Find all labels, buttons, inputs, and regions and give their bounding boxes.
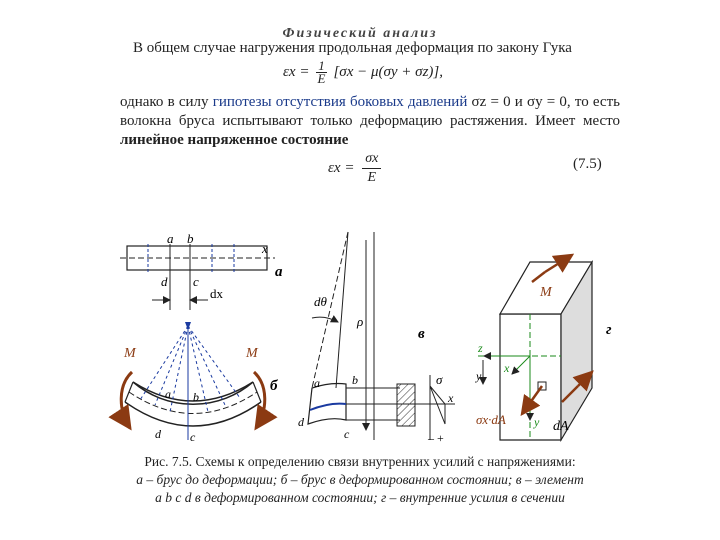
dtheta-label: dθ	[314, 294, 327, 309]
element-point-a: a	[314, 376, 320, 390]
point-a-label: a	[167, 231, 174, 246]
hypothesis-highlight: гипотезы отсутствия боковых давлений	[212, 94, 468, 110]
moment-block-label: M	[540, 285, 552, 300]
formula2-numerator: σx	[362, 150, 381, 169]
fraction-numerator: 1	[318, 58, 325, 73]
axis-x-label-v: x	[448, 391, 454, 405]
bent-point-b: b	[193, 390, 199, 404]
element-point-b: b	[352, 373, 358, 387]
equation-number: (7.5)	[573, 156, 602, 172]
moment-left-label: M	[124, 346, 136, 361]
panel-g-label: г	[606, 322, 612, 338]
linear-stress-term: линейное напряженное состояние	[120, 132, 349, 148]
beam-deformed	[121, 322, 265, 440]
formula2-denominator: E	[367, 170, 377, 185]
sigma-label: σ	[436, 372, 443, 387]
bent-point-c: c	[190, 430, 196, 444]
panel-b-label: б	[270, 378, 278, 394]
rho-label: ρ	[357, 314, 364, 329]
element-abcd	[308, 232, 455, 440]
axis-z-label: z	[478, 341, 483, 355]
point-c-label: c	[193, 274, 199, 289]
intro-text: В общем случае нагружения продольная деформация по закону Гука	[133, 40, 572, 56]
figure-caption-line1: Рис. 7.5. Схемы к определению связи внутренних усилий с напряжениями:	[144, 454, 576, 469]
formula2-lhs: εx =	[328, 159, 355, 176]
axis-x-label-g: x	[504, 361, 510, 375]
dx-label: dx	[210, 286, 223, 301]
bent-point-d: d	[155, 427, 161, 441]
fraction-denominator: E	[317, 71, 326, 86]
figure-caption-line2: а – брус до деформации; б – брус в деформированном состоянии; в – элемент	[136, 472, 584, 487]
point-b-label: b	[187, 231, 194, 246]
moment-right-label: M	[246, 346, 258, 361]
section-title: Физический анализ	[282, 26, 438, 41]
element-point-d: d	[298, 415, 304, 429]
da-label: dA	[553, 419, 569, 434]
stress-sign-label: – +	[428, 431, 444, 445]
paragraph-part2: σz = 0 и σy = 0, то есть волокна бруса испытывают только деформацию растяжения. Имеет место	[120, 94, 620, 129]
point-d-label: d	[161, 274, 168, 289]
axis-x-label-a: x	[262, 241, 268, 256]
element-point-c: c	[344, 427, 350, 441]
panel-v-label: в	[418, 326, 425, 342]
axis-y-label-dim: y	[476, 369, 482, 383]
formula-rhs: [σx − μ(σy + σz)],	[333, 63, 443, 80]
formula-lhs: εx =	[283, 63, 310, 80]
bent-point-a: a	[165, 387, 171, 401]
axis-y-label-g: y	[534, 415, 540, 429]
panel-a-label: а	[275, 264, 283, 280]
sigma-da-label: σx·dA	[476, 412, 506, 427]
figure-caption-line3: a b c d в деформированном состоянии; г – внутренние усилия в сечении	[155, 490, 565, 505]
paragraph-part1: однако в силу	[120, 94, 213, 110]
